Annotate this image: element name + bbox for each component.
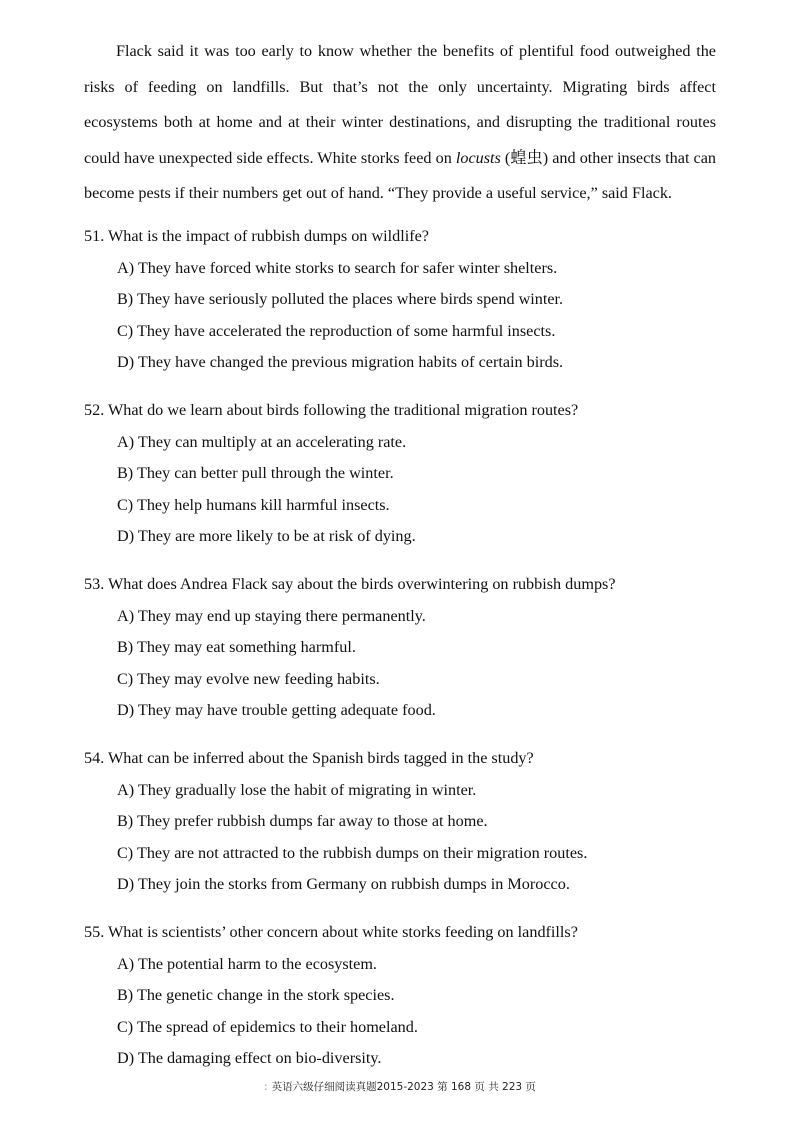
passage-text-part2: and other insects that can become pests if their numbers get out of hand. “They provide a useful service,” said Flack. xyxy=(84,148,716,203)
option-list xyxy=(84,779,734,896)
option-a: A) They may end up staying there permanently. xyxy=(117,606,426,625)
passage-paragraph xyxy=(84,34,716,212)
option-d: D) The damaging effect on bio-diversity. xyxy=(117,1049,382,1068)
question-52 xyxy=(84,399,734,547)
option-b: B) They may eat something harmful. xyxy=(117,638,356,657)
option-d: D) They are more likely to be at risk of dying. xyxy=(117,527,416,546)
option-c: C) They may evolve new feeding habits. xyxy=(117,669,380,688)
question-stem: 55. What is scientists’ other concern about white storks feeding on landfills? xyxy=(84,923,578,941)
option-list xyxy=(84,431,734,548)
footer-mark: : xyxy=(264,1081,268,1093)
option-a: A) The potential harm to the ecosystem. xyxy=(117,954,377,973)
option-a: A) They have forced white storks to search for safer winter shelters. xyxy=(117,258,558,277)
option-list xyxy=(84,605,734,722)
option-list xyxy=(84,257,734,374)
option-c: C) They have accelerated the reproduction of some harmful insects. xyxy=(117,321,556,340)
option-list xyxy=(84,953,734,1070)
option-c: C) They are not attracted to the rubbish dumps on their migration routes. xyxy=(117,843,588,862)
question-53 xyxy=(84,573,734,721)
question-51 xyxy=(84,225,734,373)
option-c: C) They help humans kill harmful insects. xyxy=(117,495,390,514)
option-b: B) They can better pull through the winter. xyxy=(117,464,394,483)
question-55 xyxy=(84,921,734,1069)
option-b: B) The genetic change in the stork species. xyxy=(117,986,395,1005)
question-stem: 52. What do we learn about birds following the traditional migration routes? xyxy=(84,401,579,419)
option-d: D) They join the storks from Germany on rubbish dumps in Morocco. xyxy=(117,875,570,894)
option-a: A) They can multiply at an accelerating rate. xyxy=(117,432,407,451)
option-c: C) The spread of epidemics to their homeland. xyxy=(117,1017,418,1036)
footer-page-info: 英语六级仔细阅读真题2015-2023 第 168 页 共 223 页 xyxy=(271,1081,536,1093)
option-b: B) They have seriously polluted the places where birds spend winter. xyxy=(117,290,564,309)
question-stem: 54. What can be inferred about the Spanish birds tagged in the study? xyxy=(84,749,534,767)
chinese-gloss: (蝗虫) xyxy=(500,148,549,167)
page-footer xyxy=(0,1079,800,1094)
option-d: D) They may have trouble getting adequate food. xyxy=(117,701,436,720)
question-54 xyxy=(84,747,734,895)
question-stem: 53. What does Andrea Flack say about the birds overwintering on rubbish dumps? xyxy=(84,575,616,593)
option-a: A) They gradually lose the habit of migrating in winter. xyxy=(117,780,477,799)
option-b: B) They prefer rubbish dumps far away to those at home. xyxy=(117,812,488,831)
passage-text-part1: Flack said it was too early to know whether the benefits of plentiful food outweighed the risks of feeding on landfills. But that’s not the only uncertainty. Migrating birds affect ecosystems both at home and at their winter destinations, and disrupting the traditional routes could have unexpected side effects. White storks feed on xyxy=(84,42,716,167)
question-stem: 51. What is the impact of rubbish dumps on wildlife? xyxy=(84,227,429,245)
option-d: D) They have changed the previous migration habits of certain birds. xyxy=(117,353,564,372)
italic-word: locusts xyxy=(455,148,501,167)
